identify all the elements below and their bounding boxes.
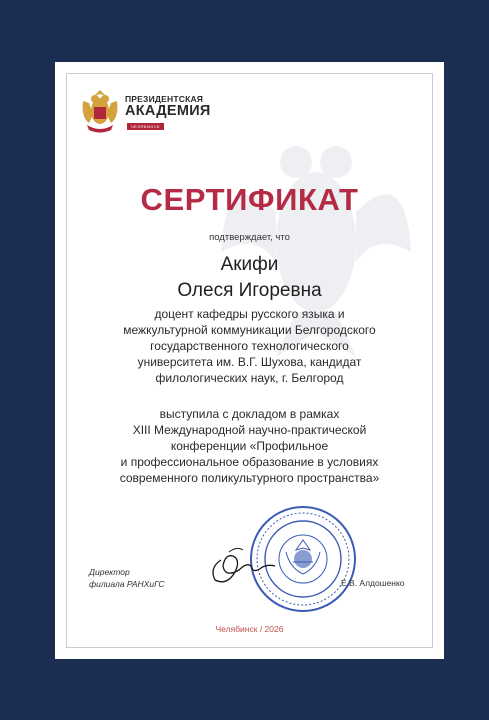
- director-title: Директор филиала РАНХиГС: [89, 567, 165, 589]
- recipient-last-name: Акифи: [220, 254, 279, 275]
- eagle-emblem-icon: [79, 87, 121, 135]
- position-line: филологических наук, г. Белгород: [155, 371, 344, 385]
- report-line: и профессиональное образование в условиях: [120, 455, 379, 469]
- footer-city-year: Челябинск / 2026: [215, 624, 284, 634]
- academy-logo: [79, 87, 219, 139]
- position-line: доцент кафедры русского языка и: [154, 307, 345, 321]
- report-line: XIII Международной научно-практической: [132, 423, 367, 437]
- confirms-text: подтверждает, что: [209, 232, 290, 243]
- position-line: университета им. В.Г. Шухова, кандидат: [137, 355, 362, 369]
- report-line: современного поликультурного пространства»: [119, 471, 380, 485]
- signatory-name: Е.В. Алдошенко: [341, 578, 405, 588]
- logo-text-academy: АКАДЕМИЯ: [125, 103, 211, 119]
- logo-text-president: ПРЕЗИДЕНТСКАЯ: [125, 94, 204, 104]
- recipient-position: [75, 306, 424, 386]
- report-line: конференции «Профильное: [170, 439, 329, 453]
- position-line: государственного технологического: [150, 339, 349, 353]
- certificate-sheet: [55, 62, 444, 659]
- position-line: межкультурной коммуникации Белгородского: [123, 323, 376, 337]
- certificate-title: СЕРТИФИКАТ: [140, 182, 359, 217]
- signature-icon: [203, 532, 283, 592]
- logo-text-city: ЧЕЛЯБИНСК: [127, 123, 164, 130]
- report-description: [75, 406, 424, 486]
- report-line: выступила с докладом в рамках: [159, 407, 340, 421]
- recipient-first-names: Олеся Игоревна: [177, 280, 322, 301]
